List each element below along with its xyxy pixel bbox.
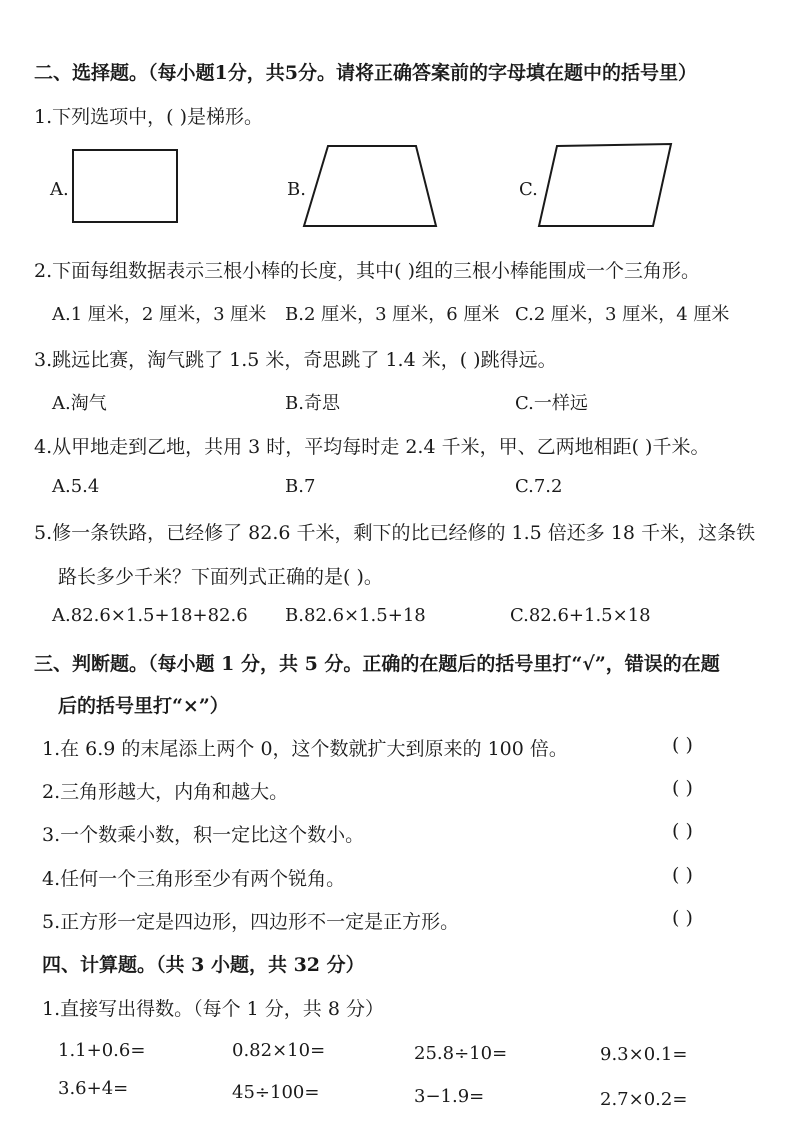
q5-option-b: B.82.6×1.5+18	[285, 605, 426, 626]
q1-option-c-label: C.	[519, 179, 538, 200]
q2-stem: 2.下面每组数据表示三根小棒的长度，其中( )组的三根小棒能围成一个三角形。	[34, 260, 700, 282]
q4-option-c: C.7.2	[515, 476, 563, 497]
q2-option-b: B.2 厘米，3 厘米，6 厘米	[285, 304, 500, 325]
judge-item-5: 5.正方形一定是四边形，四边形不一定是正方形。	[42, 911, 460, 933]
q5-stem: 5.修一条铁路，已经修了 82.6 千米，剩下的比已经修的 1.5 倍还多 18 千米，这条铁	[34, 522, 756, 544]
section4-title: 四、计算题。（共 3 小题，共 32 分）	[42, 954, 365, 976]
calc-item: 1.1+0.6=	[58, 1040, 146, 1061]
calc-item: 0.82×10=	[232, 1040, 326, 1061]
rectangle-figure	[72, 149, 178, 223]
q4-stem: 4.从甲地走到乙地，共用 3 时，平均每时走 2.4 千米，甲、乙两地相距( )千米。	[34, 436, 710, 458]
calc-item: 9.3×0.1=	[600, 1044, 688, 1065]
q3-option-c: C.一样远	[515, 393, 588, 414]
calc-item: 3−1.9=	[414, 1086, 485, 1107]
section3-title-line1: 三、判断题。（每小题 1 分，共 5 分。正确的在题后的括号里打“√”，错误的在题	[34, 653, 720, 675]
calc-item: 25.8÷10=	[414, 1043, 508, 1064]
section3-title-line2: 后的括号里打“×”）	[58, 695, 229, 717]
parallelogram-figure	[535, 140, 675, 232]
answer-paren-1[interactable]: ( )	[672, 734, 693, 756]
answer-paren-3[interactable]: ( )	[672, 820, 693, 842]
q2-option-a: A.1 厘米，2 厘米，3 厘米	[52, 304, 267, 325]
section2-title: 二、选择题。（每小题1分，共5分。请将正确答案前的字母填在题中的括号里）	[34, 62, 697, 84]
q4-option-b: B.7	[285, 476, 316, 497]
q1-stem: 1.下列选项中，( )是梯形。	[34, 106, 263, 128]
q5-stem-continued: 路长多少千米？下面列式正确的是( )。	[58, 566, 383, 588]
calc-item: 45÷100=	[232, 1082, 320, 1103]
q2-option-c: C.2 厘米，3 厘米，4 厘米	[515, 304, 730, 325]
calc-item: 3.6+4=	[58, 1078, 129, 1099]
calc-item: 2.7×0.2=	[600, 1089, 688, 1110]
section4-sub1: 1.直接写出得数。（每个 1 分，共 8 分）	[42, 998, 384, 1020]
answer-paren-5[interactable]: ( )	[672, 907, 693, 929]
judge-item-3: 3.一个数乘小数，积一定比这个数小。	[42, 824, 365, 846]
q3-stem: 3.跳远比赛，淘气跳了 1.5 米，奇思跳了 1.4 米，( )跳得远。	[34, 349, 557, 371]
trapezoid-figure	[300, 142, 440, 232]
q5-option-a: A.82.6×1.5+18+82.6	[52, 605, 248, 626]
judge-item-2: 2.三角形越大，内角和越大。	[42, 781, 289, 803]
answer-paren-4[interactable]: ( )	[672, 864, 693, 886]
q5-option-c: C.82.6+1.5×18	[510, 605, 651, 626]
q1-option-a-label: A.	[50, 179, 69, 200]
q4-option-a: A.5.4	[52, 476, 100, 497]
q3-option-a: A.淘气	[52, 393, 107, 414]
q3-option-b: B.奇思	[285, 393, 340, 414]
answer-paren-2[interactable]: ( )	[672, 777, 693, 799]
judge-item-4: 4.任何一个三角形至少有两个锐角。	[42, 868, 346, 890]
judge-item-1: 1.在 6.9 的末尾添上两个 0，这个数就扩大到原来的 100 倍。	[42, 738, 568, 760]
q1-option-b-label: B.	[287, 179, 306, 200]
